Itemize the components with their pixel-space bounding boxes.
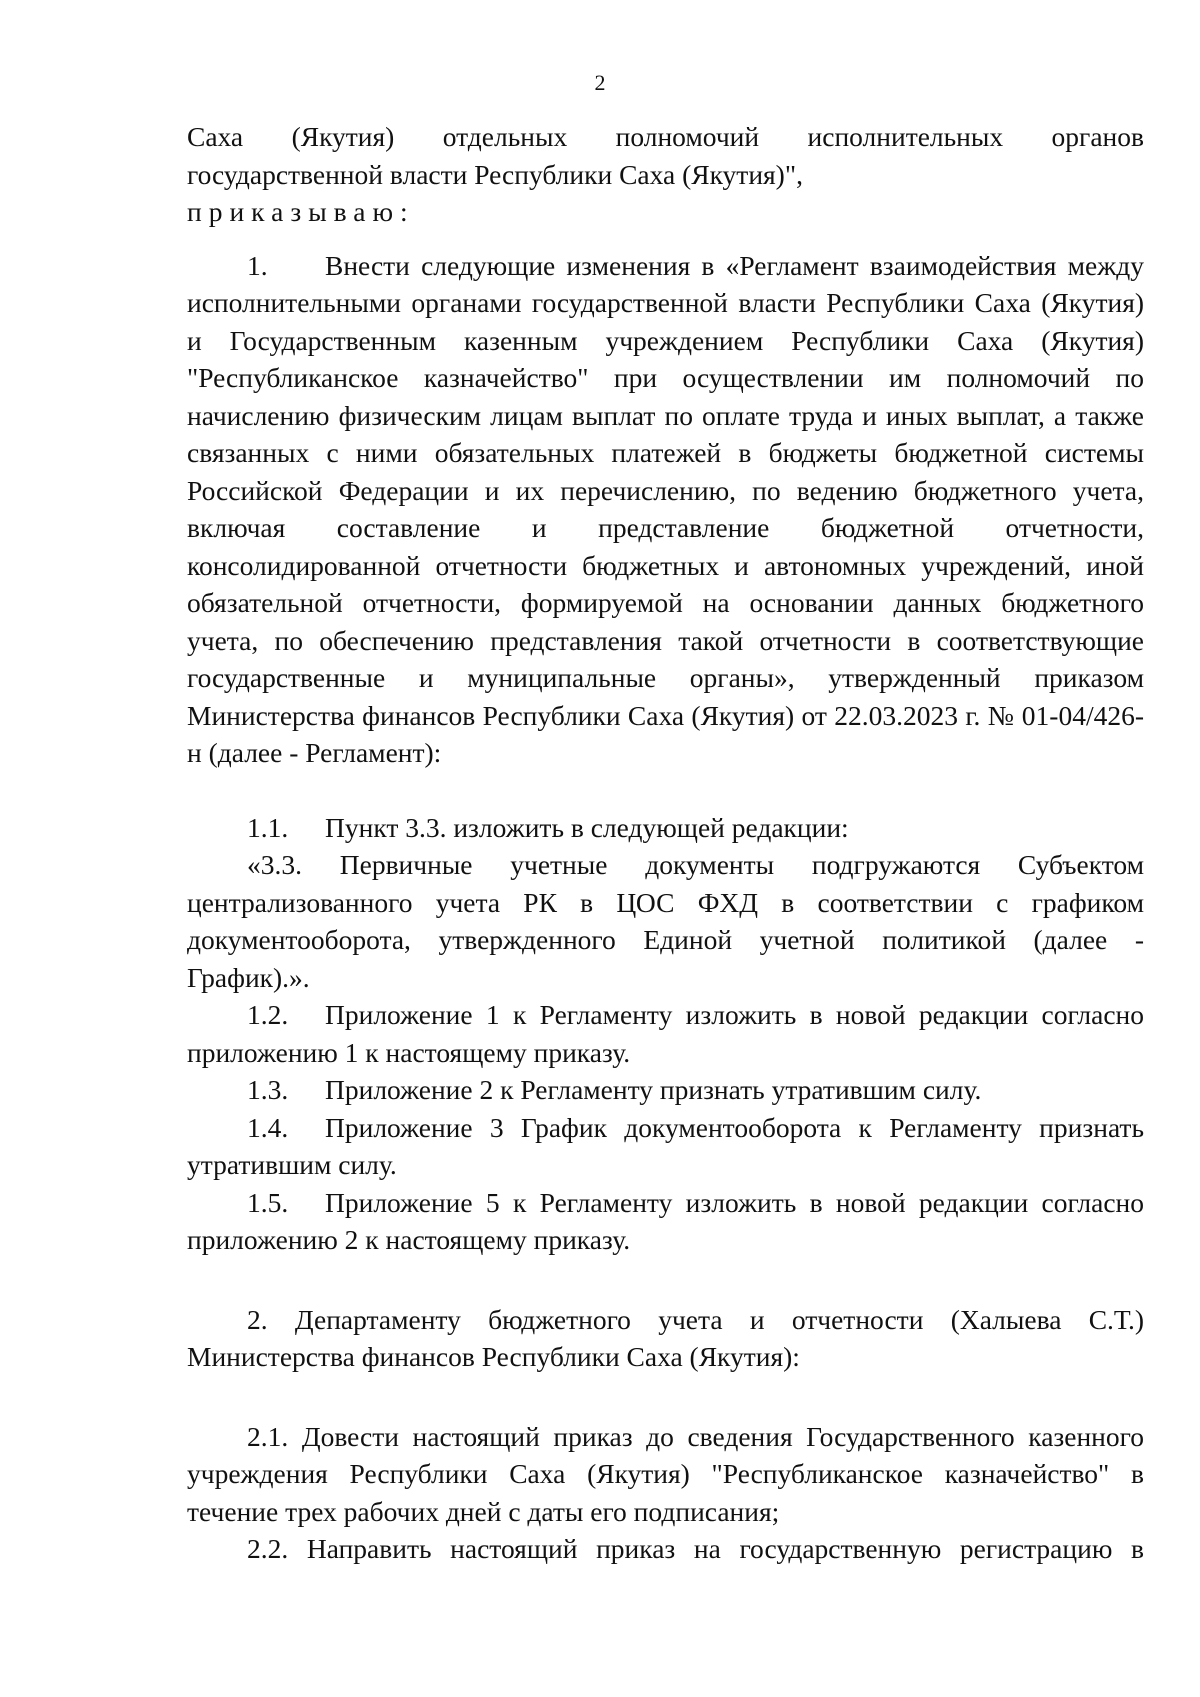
subitem-text: Пункт 3.3. изложить в следующей редакции: xyxy=(325,811,849,843)
item-1 xyxy=(187,247,1144,772)
item-2-2: 2.2. Направить настоящий приказ на государственную регистрацию в xyxy=(247,1533,1144,1564)
subitem-1-4 xyxy=(187,1109,1144,1184)
subitem-number: 1.2. xyxy=(247,999,289,1030)
intro-line-2: государственной власти Республики Саха (Якутия)", xyxy=(187,158,803,190)
document-body xyxy=(187,118,1144,1568)
item-1-number: 1. xyxy=(247,249,268,281)
subitem-number: 1.4. xyxy=(247,1111,289,1143)
item-2: 2. Департаменту бюджетного учета и отчетности (Халыева С.Т.) Министерства финансов Республики Саха (Якутия): xyxy=(187,1303,1144,1372)
intro-line-1: Саха (Якутия) отдельных полномочий исполнительных органов xyxy=(187,121,1144,152)
item-2-1: 2.1. Довести настоящий приказ до сведения Государственного казенного учреждения Республики Саха (Якутия) "Республиканское казначейство" в течение трех рабочих дней с даты его подписания; xyxy=(187,1420,1144,1527)
subitem-quote-3-3: «3.3. Первичные учетные документы подгружаются Субъектом централизованного учета РК в ЦОС ФХД в соответствии с графиком документооборота, утвержденного Единой учетной политикой (далее - График).». xyxy=(187,849,1144,993)
subitem-1-1 xyxy=(187,809,1144,847)
subitem-text: Приложение 2 к Регламенту признать утратившим силу. xyxy=(325,1074,982,1105)
subitem-text: Приложение 1 к Регламенту изложить в новой редакции согласно приложению 1 к настоящему приказу. xyxy=(187,999,1144,1068)
item-1-text: Внести следующие изменения в «Регламент взаимодействия между исполнительными органами государственной власти Республики Саха (Якутия) и Государственным казенным учреждением Республики Саха (Якутия) "Республиканское казначейство" при осуществлении им полномочий по начислению физическим лицам выплат по оплате труда и иных выплат, а также связанных с ними обязательных платежей в бюджеты бюджетной системы Российской Федерации и их перечислению, по ведению бюджетного учета, включая составление и представление бюджетной отчетности, консолидированной отчетности бюджетных и автономных учреждений, иной обязательной отчетности, формируемой на основании данных бюджетного учета, по обеспечению представления такой отчетности в соответствующие государственные и муниципальные органы», утвержденный приказом Министерства финансов Республики Саха (Якутия) от 22.03.2023 г. № 01-04/426-н (далее - Регламент): xyxy=(187,249,1144,768)
subitem-1-5 xyxy=(187,1184,1144,1259)
subitem-1-3 xyxy=(187,1071,1144,1109)
subitem-number: 1.3. xyxy=(247,1074,289,1105)
page-number: 2 xyxy=(594,70,606,95)
subitem-number: 1.1. xyxy=(247,811,289,843)
subitem-text: Приложение 3 График документооборота к Регламенту признать утратившим силу. xyxy=(187,1111,1144,1180)
subitem-text: Приложение 5 к Регламенту изложить в новой редакции согласно приложению 2 к настоящему приказу. xyxy=(187,1186,1144,1255)
order-word: приказываю: xyxy=(187,196,415,227)
subitem-1-2 xyxy=(187,996,1144,1071)
subitem-number: 1.5. xyxy=(247,1186,289,1218)
